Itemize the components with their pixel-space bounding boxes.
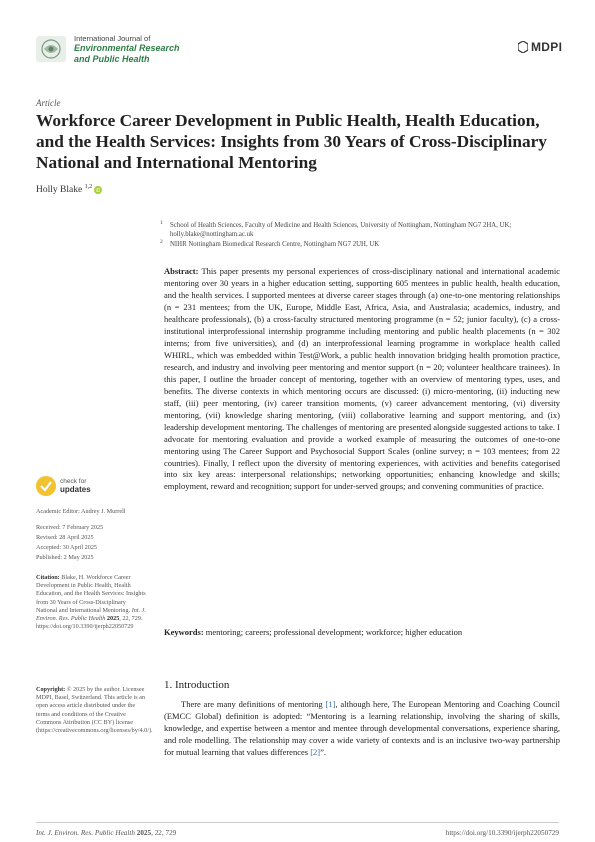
accepted-date: Accepted: 30 April 2025	[36, 544, 98, 551]
abstract-text: This paper presents my personal experiences of cross-disciplinary national and international academic mentoring over 30 years in a higher education setting, supporting 605 mentees in public health, health education, and the health services. I supported mentees at diverse career stages through (a) one-to-one mentoring relationships (n = 231 mentees; from the UK, Europe, Middle East, Africa, Asia, and Australasia; academics, industry, and healthcare professionals), (b) a cross-faculty structured mentoring programme (n = 52; junior faculty), (c) a cross-institutional interprofessional internship programme including mentoring and public health placements (n = 302 interns; from five universities), and (d) an interprofessional learning programme in workplace health called WHIRL, which was embedded within Test@Work, a public health innovation bridging health promotion practice, research, and industry and involving peer mentoring and mentor support (n = 20; volunteer healthcare trainees). In this paper, I outline the broader concept of mentoring, together with an overview of mentoring types, uses, and benefits. The diverse contexts in which mentoring occurs are discussed: (i) micro-mentoring, (ii) inducting new staff, (iii) peer mentoring, (iv) career transition moments, (v) career advancement mentoring, (vi) diversity mentoring, (vii) knowledge sharing mentoring, (viii) collaborative learning and support mentoring, and (ix) leadership development mentoring. The challenges of mentoring are presented alongside suggested actions to take. I advocate for mentoring evaluation and provide a worked example of measuring the outcomes of one-to-one mentoring using The Career Support and Psychosocial Support Scales (online survey; n = 103 mentees; from 22 countries). Finally, I reflect upon the diversity of mentoring experiences, with activities and benefits categorised into six key areas: interpersonal relationships; networking opportunities; enhancing knowledge and skills; employment, reward and recognition; support for under-served groups; and convening communities of practice.	[164, 266, 560, 492]
svg-text:iD: iD	[96, 187, 101, 194]
check-for-updates-badge[interactable]: check for updates	[36, 474, 116, 498]
article-type: Article	[36, 98, 61, 108]
abstract-label: Abstract:	[164, 266, 199, 276]
mdpi-logo	[518, 40, 562, 54]
footer-citation: Int. J. Environ. Res. Public Health 2025, 22, 729	[36, 829, 177, 837]
reference-link-2[interactable]: [2]	[310, 747, 321, 758]
journal-name-line2: Environmental Research	[74, 43, 180, 53]
check-updates-icon	[36, 476, 56, 496]
published-date: Published: 2 May 2025	[36, 554, 94, 561]
section-heading-introduction: 1. Introduction	[164, 679, 230, 691]
reference-link-1[interactable]: [1]	[325, 699, 336, 709]
introduction-paragraph: There are many definitions of mentoring [1], although here, The European Mentoring and Coaching Council (EMCC Global) definition is adopted: “Mentoring is a learning relationship, involving the sharing of skills, knowledge, and expertise between a mentor and mentee through developmental conversations, experience sharing, and role modelling. The relationship may cover a wide variety of contexts and is an inclusive two-way partnership for mutual learning that values differences [2]”.	[164, 699, 561, 758]
abstract	[164, 266, 560, 493]
copyright: Copyright: © 2025 by the author. Licensee MDPI, Basel, Switzerland. This article is an open access article distributed under the terms and conditions of the Creative Commons Attribution (CC BY) license (https://creativecommons.org/licenses/by/4.0/).	[36, 686, 153, 735]
keywords-label: Keywords:	[164, 627, 204, 637]
journal-name-line3: and Public Health	[74, 54, 150, 64]
keywords-text: mentoring; careers; professional development; workforce; higher education	[205, 627, 463, 637]
received-date: Received: 7 February 2025	[36, 524, 104, 531]
orcid-icon[interactable]	[94, 186, 102, 194]
journal-logo-icon	[36, 36, 66, 62]
author-affiliation-marks: 1,2	[84, 184, 93, 190]
author-name[interactable]: Holly Blake	[36, 185, 83, 196]
academic-editor: Academic Editor: Audrey J. Murrell	[36, 508, 126, 515]
article-title: Workforce Career Development in Public Health, Health Education, and the Health Services: Insights from 30 Years of Cross-Disciplinary National and International Mentoring	[36, 111, 547, 172]
affiliation-2: 2 NIHR Nottingham Biomedical Research Centre, Nottingham NG7 2UH, UK	[160, 239, 380, 248]
revised-date: Revised: 28 April 2025	[36, 534, 94, 541]
footer-doi-link[interactable]: https://doi.org/10.3390/ijerph22050729	[445, 829, 559, 837]
author-line	[36, 184, 102, 195]
citation: Citation: Blake, H. Workforce Career Development in Public Health, Health Education, and the Health Services: Insights from 30 Years of Cross-Disciplinary National and International Mentoring. Int. J. Environ. Res. Public Health 2025, 22, 729. https://doi.org/10.3390/ijerph22050729	[36, 574, 146, 631]
publisher-name: MDPI	[531, 40, 563, 54]
keywords	[164, 627, 560, 637]
mdpi-mark-icon	[518, 41, 528, 53]
affiliation-1: 1 School of Health Sciences, Faculty of Medicine and Health Sciences, University of Nottingham, Nottingham NG7 2HA, UK; holly.blake@nottingham.ac.uk	[160, 220, 512, 238]
journal-name-line1: International Journal of	[74, 34, 151, 43]
footer-divider	[36, 822, 559, 823]
